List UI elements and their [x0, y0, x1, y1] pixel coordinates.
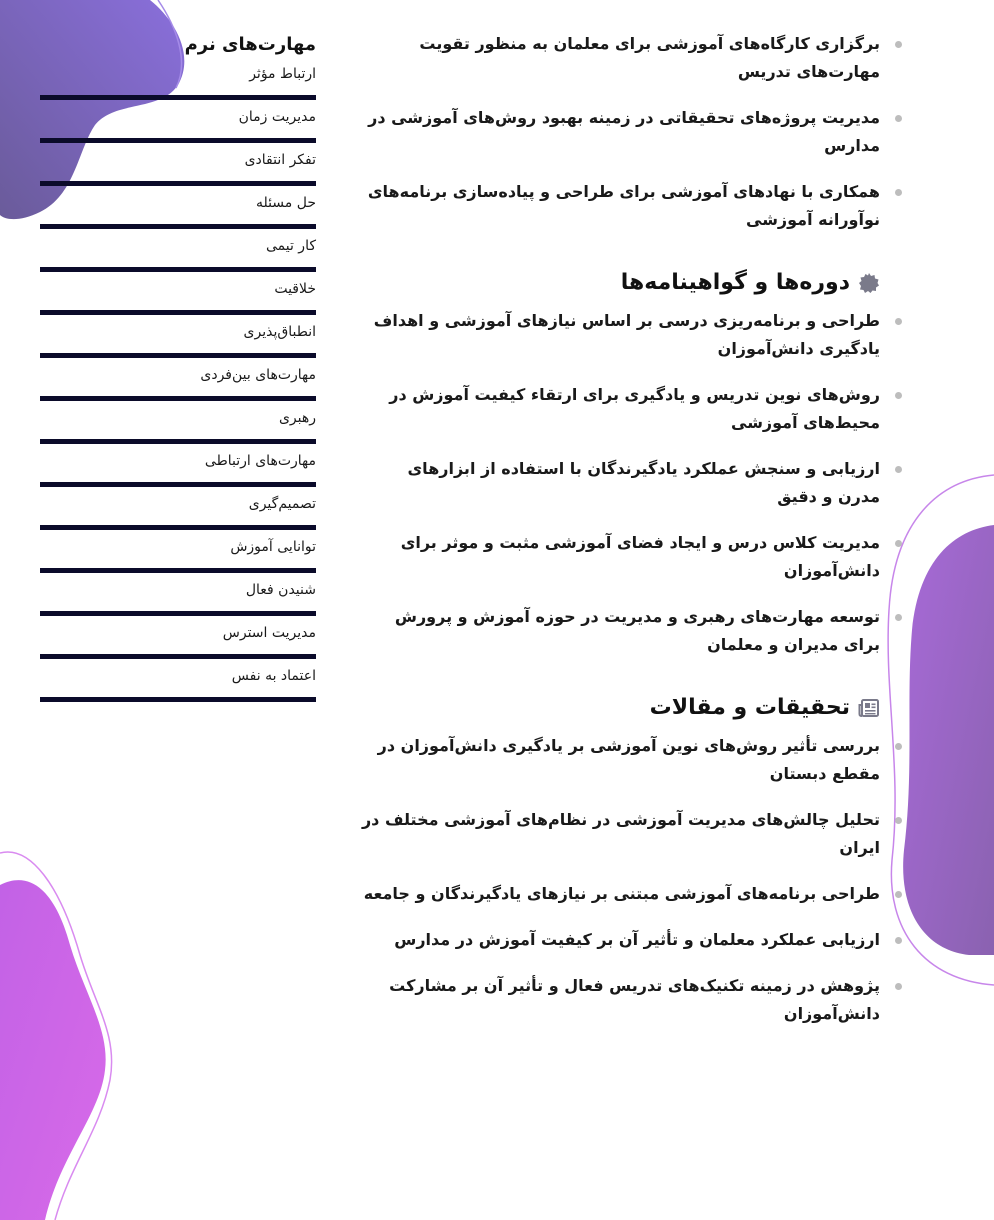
list-item: پژوهش در زمینه تکنیک‌های تدریس فعال و تأثیر آن بر مشارکت دانش‌آموزان — [360, 972, 880, 1028]
list-item: همکاری با نهادهای آموزشی برای طراحی و پیاده‌سازی برنامه‌های نوآورانه آموزشی — [360, 178, 880, 234]
top-experience-section — [360, 30, 880, 234]
list-item: ارزیابی و سنجش عملکرد یادگیرندگان با استفاده از ابزارهای مدرن و دقیق — [360, 455, 880, 511]
skill-item: تفکر انتقادی — [40, 149, 316, 186]
list-item: مدیریت کلاس درس و ایجاد فضای آموزشی مثبت و موثر برای دانش‌آموزان — [360, 529, 880, 585]
bottom-left-blob — [0, 845, 120, 1220]
list-item: مدیریت پروژه‌های تحقیقاتی در زمینه بهبود روش‌های آموزشی در مدارس — [360, 104, 880, 160]
courses-heading — [360, 270, 880, 295]
research-section — [360, 695, 880, 1028]
right-blob — [884, 470, 994, 990]
list-item: بررسی تأثیر روش‌های نوین آموزشی بر یادگیری دانش‌آموزان در مقطع دبستان — [360, 732, 880, 788]
research-heading — [360, 695, 880, 720]
soft-skills-title: مهارت‌های نرم — [184, 34, 316, 55]
skill-item: کار تیمی — [40, 235, 316, 272]
skill-item: انطباق‌پذیری — [40, 321, 316, 358]
skill-item: حل مسئله — [40, 192, 316, 229]
skill-item: تصمیم‌گیری — [40, 493, 316, 530]
main-content — [360, 30, 880, 1064]
section-title: تحقیقات و مقالات — [649, 695, 850, 720]
list-item: طراحی برنامه‌های آموزشی مبتنی بر نیازهای یادگیرندگان و جامعه — [360, 880, 880, 908]
list-item: برگزاری کارگاه‌های آموزشی برای معلمان به منظور تقویت مهارت‌های تدریس — [360, 30, 880, 86]
skill-item: ارتباط مؤثر — [40, 63, 316, 100]
courses-list — [360, 307, 880, 659]
skill-item: شنیدن فعال — [40, 579, 316, 616]
skill-item: توانایی آموزش — [40, 536, 316, 573]
skill-item: رهبری — [40, 407, 316, 444]
list-item: روش‌های نوین تدریس و یادگیری برای ارتقاء کیفیت آموزش در محیط‌های آموزشی — [360, 381, 880, 437]
skill-item: اعتماد به نفس — [40, 665, 316, 702]
skill-item: مهارت‌های ارتباطی — [40, 450, 316, 487]
soft-skills-sidebar — [40, 30, 316, 708]
top-list — [360, 30, 880, 234]
section-title: دوره‌ها و گواهینامه‌ها — [620, 270, 850, 295]
list-item: ارزیابی عملکرد معلمان و تأثیر آن بر کیفیت آموزش در مدارس — [360, 926, 880, 954]
list-item: طراحی و برنامه‌ریزی درسی بر اساس نیازهای آموزشی و اهداف یادگیری دانش‌آموزان — [360, 307, 880, 363]
list-item: توسعه مهارت‌های رهبری و مدیریت در حوزه آموزش و پرورش برای مدیران و معلمان — [360, 603, 880, 659]
skill-item: خلاقیت — [40, 278, 316, 315]
skill-item: مدیریت استرس — [40, 622, 316, 659]
newspaper-icon — [858, 697, 880, 719]
skill-item: مهارت‌های بین‌فردی — [40, 364, 316, 401]
skill-item: مدیریت زمان — [40, 106, 316, 143]
list-item: تحلیل چالش‌های مدیریت آموزشی در نظام‌های آموزشی مختلف در ایران — [360, 806, 880, 862]
courses-section — [360, 270, 880, 659]
research-list — [360, 732, 880, 1028]
certificate-icon — [858, 272, 880, 294]
